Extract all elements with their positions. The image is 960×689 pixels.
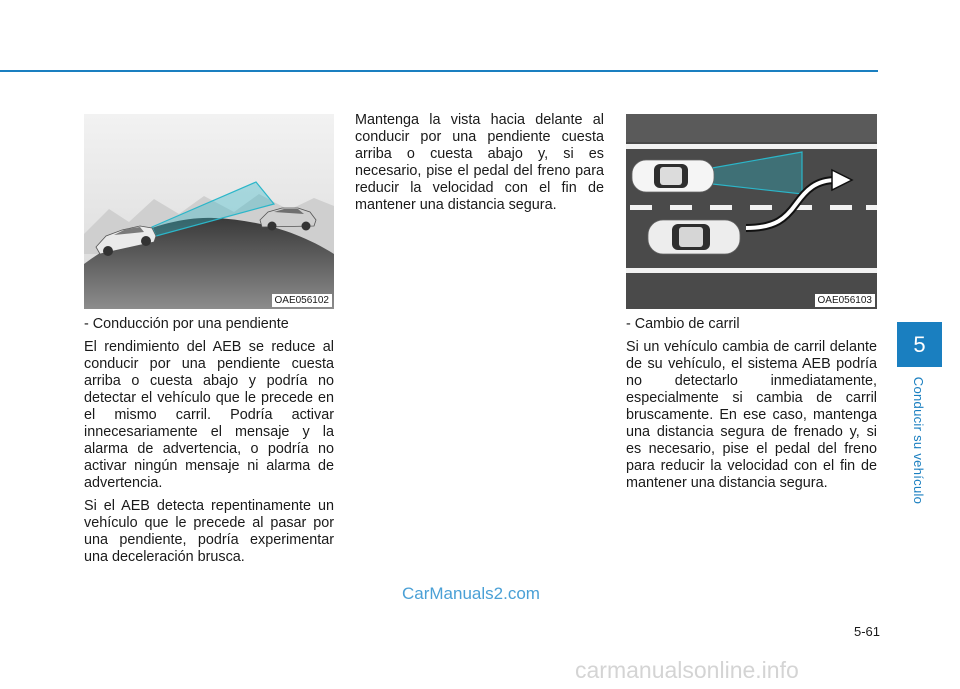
hill-sensor-illustration-icon [84, 114, 334, 309]
car-ego [632, 160, 714, 192]
text-column-3 [626, 316, 877, 498]
figure-code: OAE056103 [815, 294, 876, 307]
watermark-link[interactable]: CarManuals2.com [402, 584, 540, 603]
car-cutting-in [648, 220, 740, 254]
lane-change-illustration-icon [626, 114, 877, 309]
subheading-lane-change: - Cambio de carril [626, 316, 740, 332]
text-column-1 [84, 316, 334, 572]
figure-hill-driving [84, 114, 334, 309]
paragraph: Si un vehículo cambia de carril delante de su vehículo, el sistema AEB podría no detectarlo inmediatamente, especialmente si cambia de carril bruscamente. En ese caso, mantenga una distancia segura de frenado y, si es necesario, pise el pedal del freno para reducir la velocidad con el fin de mantener una distancia segura. [626, 339, 877, 491]
chapter-label [910, 370, 928, 510]
paragraph: El rendimiento del AEB se reduce al conducir por una pendiente cuesta arriba o cuesta abajo y podría no detectar el vehículo que le precede en el mismo carril. Podría activar innecesariamente el mensaje y la alarma de advertencia, o podría no activar ningún mensaje ni alarma de advertencia. [84, 339, 334, 491]
text-column-2 [355, 112, 604, 220]
figure-lane-change [626, 114, 877, 309]
header-rule [0, 70, 878, 72]
subheading-hill: - Conducción por una pendiente [84, 316, 289, 332]
figure-code: OAE056102 [272, 294, 333, 307]
paragraph: Si el AEB detecta repentinamente un vehículo que le precede al pasar por una pendiente, podría experimentar una deceleración brusca. [84, 498, 334, 565]
paragraph: Mantenga la vista hacia delante al conducir por una pendiente cuesta arriba o cuesta abajo y, si es necesario, pise el pedal del freno para reducir la velocidad con el fin de mantener una distancia segura. [355, 112, 604, 213]
page-number: 5-61 [853, 624, 880, 639]
chapter-label-text: Conducir su vehículo [911, 376, 927, 504]
chapter-tab: 5 [897, 322, 942, 367]
watermark-text: carmanualsonline.info [575, 657, 799, 683]
